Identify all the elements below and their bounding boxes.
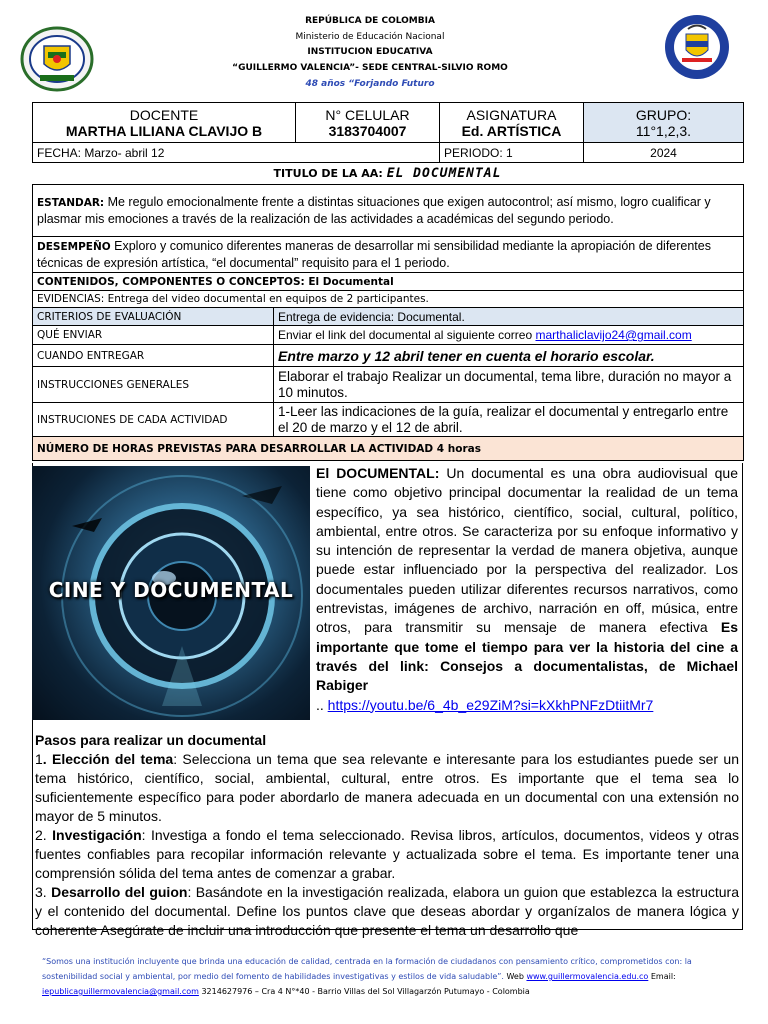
fecha-cell: FECHA: Marzo- abril 12 [33,143,440,163]
cuando-cell: Entre marzo y 12 abril tener en cuenta el horario escolar. [274,345,744,367]
estandar-label: ESTANDAR: [37,197,105,209]
criterios-label: CRITERIOS DE EVALUACIÓN [33,308,274,326]
grupo-cell [584,103,744,143]
info-table [32,102,744,163]
footer-web-label: Web [503,972,527,981]
asignatura-cell [440,103,584,143]
step-3-text: : Basándote en la investigación realizada, elabora un guion que establezca la estructura y el contenido del documental. Define los puntos clave que deseas abordar y organízalos de manera lógica y coherente Asegúrate de incluir una introducción que presente el tema un desarrollo que [35,884,739,938]
generales-label: INSTRUCCIONES GENERALES [33,367,274,403]
email-link[interactable]: marthaliclavijo24@gmail.com [535,328,692,342]
cuando-label: CUANDO ENTREGAR [33,345,274,367]
header-republic: REPÚBLICA DE COLOMBIA [305,16,435,26]
asignatura-value: Ed. ARTÍSTICA [461,122,562,139]
celular-cell [296,103,440,143]
enviar-value: Enviar el link del documental al siguiente correo [278,328,536,342]
footer-email-link[interactable]: iepublicaguillermovalencia@gmail.com [42,987,199,996]
hero-title: CINE Y DOCUMENTAL [48,578,294,602]
title-label: TITULO DE LA AA: [273,167,383,180]
enviar-label: QUÉ ENVIAR [33,326,274,345]
header-institution: INSTITUCION EDUCATIVA [307,47,433,58]
box-right-border [742,463,743,930]
header-motto: 48 años “Forjando Futuro [305,79,435,90]
generales-value: Elaborar el trabajo Realizar un documental, tema libre, duración no mayor a 10 minutos. [274,367,744,403]
step-3-num: 3. [35,884,52,900]
desempeno-cell [33,237,744,273]
header-text [150,14,590,93]
celular-value: 3183704007 [328,122,407,139]
cuando-value: Entre marzo y 12 abril tener en cuenta el horario escolar [278,347,651,364]
steps-section [35,731,739,940]
documental-intro [316,464,738,715]
colombia-coat-of-arms-logo [664,14,730,80]
horas-cell: NÚMERO DE HORAS PREVISTAS PARA DESARROLLAR LA ACTIVIDAD 4 horas [33,437,744,461]
step-1-title: . Elección del tema [42,751,174,767]
intro-heading: El DOCUMENTAL: [316,465,440,481]
step-2 [35,826,739,883]
title-value: EL DOCUMENTAL [386,166,502,181]
cada-value: 1-Leer las indicaciones de la guía, realizar el documental y entregarlo entre el 20 de marzo y el 12 de abril. [274,403,744,437]
criterios-value: Entrega de evidencia: Documental. [274,308,744,326]
desempeno-label: DESEMPEÑO [37,241,111,253]
step-2-text: : Investiga a fondo el tema seleccionado. Revisa libros, artículos, documentos, videos y otras fuentes confiables para recopilar información relevante y actualizada sobre el tema. Es importante tener una comprensión sólida del tema antes de comenzar a grabar. [35,827,739,881]
docente-cell [33,103,296,143]
intro-prefix: .. [316,696,328,713]
activity-title [32,164,743,184]
estandar-text: Me regulo emocionalmente frente a distintas situaciones que exigen autocontrol; así mismo, logro cualificar y plasmar mis emociones a través de la realización de las actividades a académicas del segundo periodo. [37,195,711,226]
enviar-cell [274,326,744,345]
steps-heading: Pasos para realizar un documental [35,732,267,748]
footer-contact: 3214627976 – Cra 4 N°*40 - Barrio Villas del Sol Villagarzón Putumayo - Colombia [198,987,530,996]
youtube-link[interactable]: https://youtu.be/6_4b_e29ZiM?si=kXkhPNFzDtiitMr7 [327,696,654,713]
document-footer [42,954,732,999]
grupo-label: GRUPO: [635,106,692,123]
document-header [0,0,768,100]
step-2-num: 2. [35,827,53,843]
step-3-title: Desarrollo del guion [51,884,188,900]
activity-table [32,184,744,461]
cine-documental-image [32,466,310,720]
intro-text: Un documental es una obra audiovisual que tiene como objetivo principal documentar la realidad de un tema específico, ya sea histórico, científico, social, cultural, político, ambiental, entre otros. Se caracteriza por su enfoque informativo y su intención de representar la verdad de manera objetiva, aunque puede estar influenciado por la perspectiva del realizador. Los documentales pueden utilizar diferentes recursos narrativos, como entrevistas, imágenes de archivo, narración en off, música, entre otros, para transmitir su mensaje de manera efectiva [316,465,738,636]
footer-web-link[interactable]: www.guillermovalencia.edu.co [526,972,649,981]
step-3 [35,883,739,940]
step-1-num: 1 [35,751,43,767]
step-2-title: Investigación [52,827,142,843]
school-crest-logo [20,26,94,92]
evidencias-cell: EVIDENCIAS: Entrega del video documental en equipos de 2 participantes. [33,291,744,308]
footer-email-label: Email: [648,972,676,981]
docente-label: DOCENTE [129,106,199,123]
year-cell: 2024 [584,143,744,163]
step-1-text: : Selecciona un tema que sea relevante e interesante para los estudiantes puede ser un tema histórico, científico, social, ambiental, cultural, entre otros. Es importante que el tema sea lo suficientemente específico para poder abordarlo de manera adecuada en un documental con una extensión no mayor de 5 minutos. [35,751,739,824]
estandar-cell [33,185,744,237]
celular-label: N° CELULAR [325,106,410,123]
step-1 [35,750,739,826]
docente-name: MARTHA LILIANA CLAVIJO B [65,122,263,139]
footer-mission: “Somos una institución incluyente que brinda una educación de calidad, centrada en la formación de ciudadanos con pensamiento crítico, comprometidos con: la sostenibilidad social y ambiental, por medio del fomento de habilidades investigativas y estilos de vida saludable”. [42,957,692,981]
asignatura-label: ASIGNATURA [466,106,557,123]
header-ministry: Ministerio de Educación Nacional [295,31,445,42]
contenidos-cell: CONTENIDOS, COMPONENTES O CONCEPTOS: El Documental [33,273,744,291]
intro-bold: Es importante que tome el tiempo para ver la historia del cine a través del link: Consejos a documentalistas, de Michael Rabiger [316,619,738,694]
grupo-value: 11°1,2,3. [635,122,692,139]
periodo-cell: PERIODO: 1 [440,143,584,163]
cada-label: INSTRUCIONES DE CADA ACTIVIDAD [33,403,274,437]
desempeno-text: Exploro y comunico diferentes maneras de desarrollar mi sensibilidad mediante la apropiación de diferentes técnicas de expresión artística, “el documental” requisito para el 1 periodo. [37,239,711,270]
header-school-name: “GUILLERMO VALENCIA”- SEDE CENTRAL-SILVIO ROMO [232,62,508,73]
